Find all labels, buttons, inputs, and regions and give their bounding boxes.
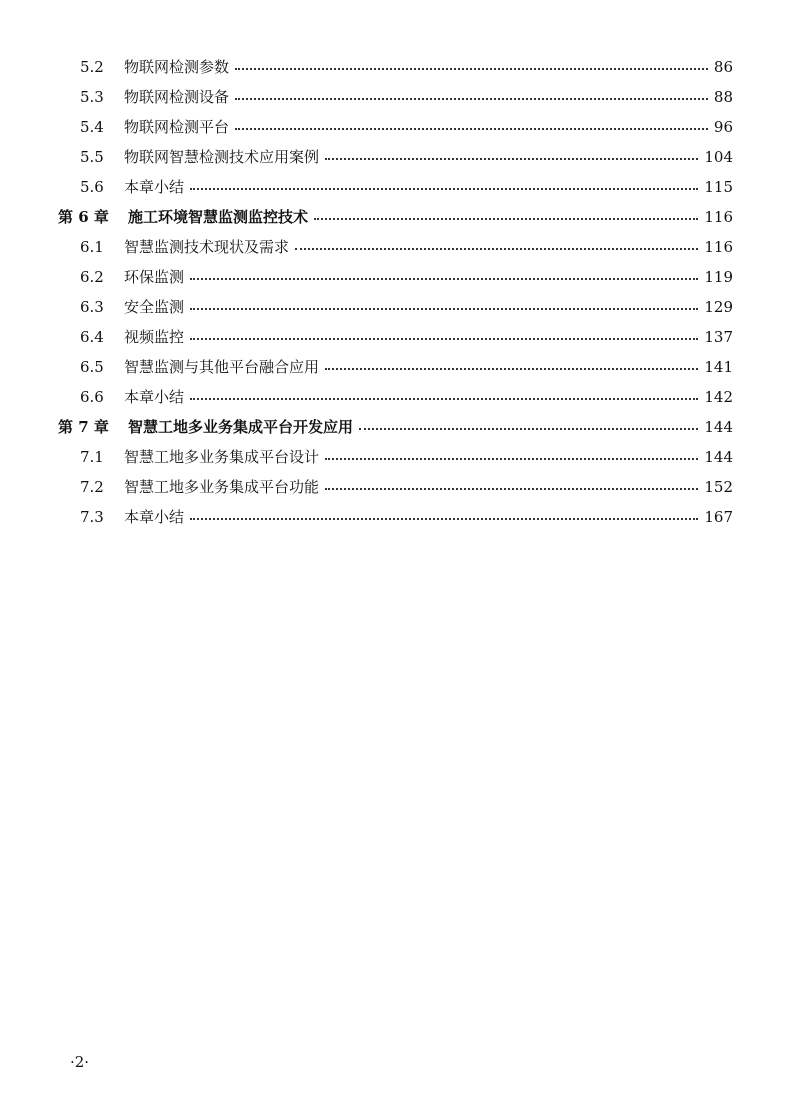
toc-entry-title: 物联网智慧检测技术应用案例 [124, 148, 320, 166]
toc-entry[interactable] [0, 502, 790, 532]
dot-leader [190, 517, 698, 520]
dot-leader [314, 217, 698, 220]
toc-entry-number: 5.6 [80, 178, 104, 196]
toc-entry[interactable] [0, 322, 790, 352]
toc-entry[interactable] [0, 352, 790, 382]
dot-leader [325, 157, 698, 160]
toc-entry[interactable] [0, 52, 790, 82]
dot-leader [295, 247, 698, 250]
toc-entry-number: 6.1 [80, 238, 104, 256]
toc-entry-number: 5.4 [80, 118, 104, 136]
toc-entry-number: 6.3 [80, 298, 104, 316]
toc-entry[interactable] [0, 382, 790, 412]
toc-entry-page: 119 [704, 268, 733, 286]
toc-entry-number: 6.5 [80, 358, 104, 376]
dot-leader [190, 187, 698, 190]
dot-leader [190, 337, 698, 340]
toc-entry-title: 安全监测 [124, 298, 185, 316]
toc-entry[interactable] [0, 82, 790, 112]
toc-chapter-number: 第 6 章 [58, 208, 109, 226]
toc-chapter-title: 施工环境智慧监测监控技术 [128, 208, 309, 226]
dot-leader [359, 427, 698, 430]
toc-entry-page: 86 [713, 58, 733, 76]
toc-entry-page: 167 [704, 508, 733, 526]
toc-chapter-entry[interactable] [0, 412, 790, 442]
dot-leader [235, 67, 708, 70]
toc-entry-title: 本章小结 [124, 178, 185, 196]
toc-entry-page: 116 [704, 238, 733, 256]
toc-entry-title: 智慧工地多业务集成平台设计 [124, 448, 320, 466]
toc-entry-title: 本章小结 [124, 508, 185, 526]
dot-leader [325, 487, 698, 490]
toc-chapter-number: 第 7 章 [58, 418, 109, 436]
toc-entry-page: 129 [704, 298, 733, 316]
toc-entry-number: 7.3 [80, 508, 104, 526]
toc-entry-number: 5.5 [80, 148, 104, 166]
toc-entry-number: 7.2 [80, 478, 104, 496]
toc-entry-title: 物联网检测平台 [124, 118, 230, 136]
toc-entry-page: 141 [704, 358, 733, 376]
dot-leader [235, 97, 708, 100]
dot-leader [235, 127, 708, 130]
toc-entry-page: 152 [704, 478, 733, 496]
toc-entry-page: 88 [713, 88, 733, 106]
toc-entry-page: 96 [713, 118, 733, 136]
toc-entry[interactable] [0, 232, 790, 262]
toc-chapter-entry[interactable] [0, 202, 790, 232]
dot-leader [325, 457, 698, 460]
toc-entry-page: 104 [704, 148, 733, 166]
toc-entry[interactable] [0, 442, 790, 472]
toc-entry-title: 视频监控 [124, 328, 185, 346]
toc-entry-title: 环保监测 [124, 268, 185, 286]
toc-entry-page: 142 [704, 388, 733, 406]
table-of-contents [0, 52, 790, 532]
dot-leader [190, 277, 698, 280]
page-number: ·2· [70, 1053, 90, 1071]
toc-entry-page: 137 [704, 328, 733, 346]
toc-entry[interactable] [0, 472, 790, 502]
toc-chapter-page: 116 [704, 208, 733, 226]
toc-entry-title: 本章小结 [124, 388, 185, 406]
toc-entry-title: 智慧监测与其他平台融合应用 [124, 358, 320, 376]
toc-entry[interactable] [0, 262, 790, 292]
dot-leader [190, 397, 698, 400]
dot-leader [190, 307, 698, 310]
toc-chapter-title: 智慧工地多业务集成平台开发应用 [128, 418, 354, 436]
toc-entry-title: 智慧工地多业务集成平台功能 [124, 478, 320, 496]
toc-entry-title: 物联网检测参数 [124, 58, 230, 76]
toc-entry-number: 6.6 [80, 388, 104, 406]
toc-entry[interactable] [0, 172, 790, 202]
toc-entry-title: 智慧监测技术现状及需求 [124, 238, 290, 256]
toc-entry-number: 6.4 [80, 328, 104, 346]
toc-entry-page: 115 [704, 178, 733, 196]
toc-entry-number: 7.1 [80, 448, 104, 466]
toc-chapter-page: 144 [704, 418, 733, 436]
toc-entry-number: 5.3 [80, 88, 104, 106]
toc-entry-number: 6.2 [80, 268, 104, 286]
toc-entry-number: 5.2 [80, 58, 104, 76]
toc-entry[interactable] [0, 142, 790, 172]
dot-leader [325, 367, 698, 370]
toc-entry-title: 物联网检测设备 [124, 88, 230, 106]
toc-entry[interactable] [0, 112, 790, 142]
toc-entry-page: 144 [704, 448, 733, 466]
toc-entry[interactable] [0, 292, 790, 322]
